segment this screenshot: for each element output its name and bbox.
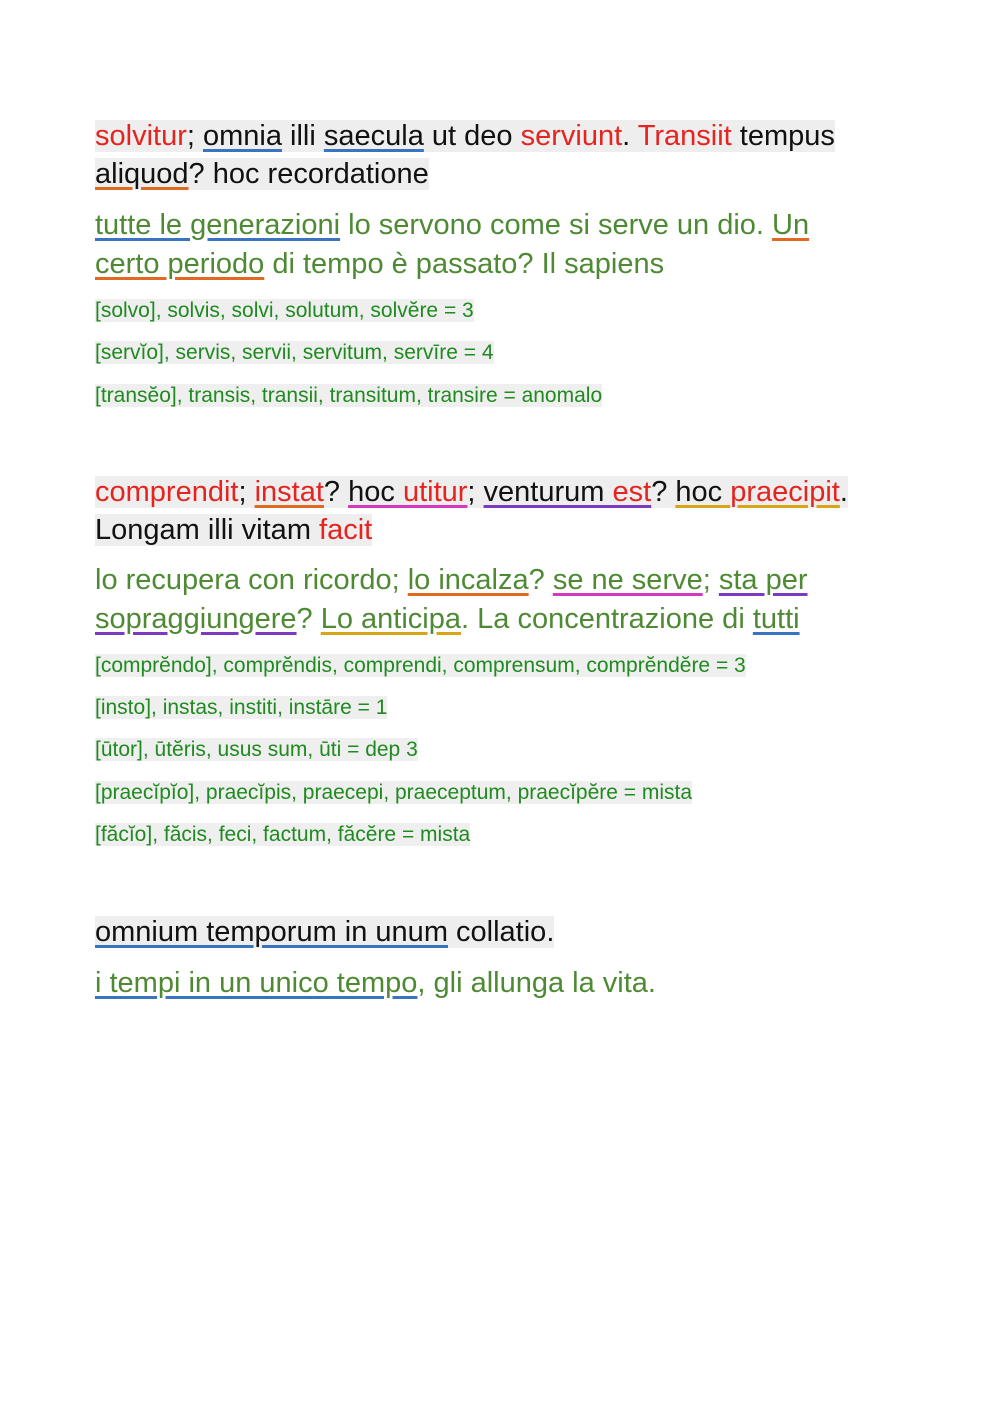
underlined-verb: instat (254, 476, 324, 508)
translation-line (95, 206, 809, 244)
latin-line (95, 155, 429, 193)
latin-line (95, 117, 835, 155)
verb-word: Transiit (637, 120, 732, 152)
underlined-phrase: tutti (752, 603, 800, 635)
latin-text: ? hoc recordatione (188, 158, 429, 190)
latin-highlight (95, 514, 372, 546)
latin-highlight (95, 120, 835, 152)
translation-line (95, 561, 808, 599)
underlined-phrase: sta per (718, 564, 808, 596)
latin-text: ; (238, 476, 255, 508)
underlined-phrase: tutte le generazioni (95, 209, 341, 241)
grammar-note: [făcĭo], făcis, feci, factum, făcĕre = mista (95, 823, 471, 846)
latin-highlight (95, 158, 429, 190)
translation-text: , gli allunga la vita. (417, 967, 656, 999)
latin-highlight (95, 916, 554, 948)
translation-text: lo servono come si serve un dio. (340, 209, 773, 241)
grammar-note: [insto], instas, institi, instāre = 1 (95, 696, 388, 719)
verb-word: comprendit (95, 476, 239, 508)
latin-highlight (95, 476, 848, 508)
translation-line (95, 964, 656, 1002)
translation-text: ? (528, 564, 553, 596)
verb-word: solvitur (95, 120, 187, 152)
translation-text: ? (296, 603, 321, 635)
translation-text: lo recupera con ricordo; (95, 564, 408, 596)
verb-word: serviunt (520, 120, 623, 152)
grammar-note: [servĭo], servis, servii, servitum, servīre = 4 (95, 341, 494, 364)
underlined-word: omnia (202, 120, 282, 152)
latin-text: ? (323, 476, 349, 508)
translation-line (95, 600, 800, 638)
underlined-phrase: i tempi in un unico tempo (95, 967, 418, 999)
latin-line (95, 913, 554, 951)
latin-text: tempus (731, 120, 835, 152)
underlined-verb: utitur (402, 476, 468, 508)
latin-text: illi (281, 120, 324, 152)
underlined-verb: est (612, 476, 652, 508)
latin-line (95, 511, 372, 549)
latin-text: collatio. (447, 916, 555, 948)
latin-text: ut deo (423, 120, 521, 152)
latin-text: . (622, 120, 638, 152)
translation-text: ; (702, 564, 719, 596)
grammar-note: [praecĭpĭo], praecĭpis, praecepi, praeceptum, praecĭpĕre = mista (95, 781, 693, 804)
underlined-word: saecula (323, 120, 424, 152)
latin-line (95, 473, 848, 511)
underlined-phrase: lo incalza (407, 564, 529, 596)
underlined-phrase: Un (772, 209, 810, 241)
latin-text: Longam illi vitam (95, 514, 320, 546)
underlined-phrase: certo periodo (95, 248, 265, 280)
underlined-phrase: sopraggiungere (95, 603, 297, 635)
underlined-phrase: se ne serve (552, 564, 703, 596)
underlined-word: hoc (348, 476, 403, 508)
latin-text: ; (467, 476, 484, 508)
underlined-phrase: Lo anticipa (320, 603, 462, 635)
grammar-note: [comprĕndo], comprĕndis, comprendi, comprensum, comprĕndĕre = 3 (95, 654, 746, 677)
latin-text: . (839, 476, 848, 508)
underlined-verb: praecipit (730, 476, 840, 508)
latin-text: ; (186, 120, 203, 152)
translation-line (95, 245, 664, 283)
grammar-note: [transĕo], transis, transii, transitum, transire = anomalo (95, 384, 603, 407)
verb-word: facit (319, 514, 373, 546)
underlined-word: venturum (483, 476, 613, 508)
latin-text: ? (651, 476, 676, 508)
grammar-note: [ūtor], ūtĕris, usus sum, ūti = dep 3 (95, 738, 418, 761)
underlined-word: hoc (675, 476, 731, 508)
translation-text: di tempo è passato? Il sapiens (264, 248, 665, 280)
underlined-phrase: omnium temporum in unum (95, 916, 448, 948)
translation-text: . La concentrazione di (461, 603, 753, 635)
underlined-word: aliquod (95, 158, 189, 190)
grammar-note: [solvo], solvis, solvi, solutum, solvĕre = 3 (95, 299, 474, 322)
